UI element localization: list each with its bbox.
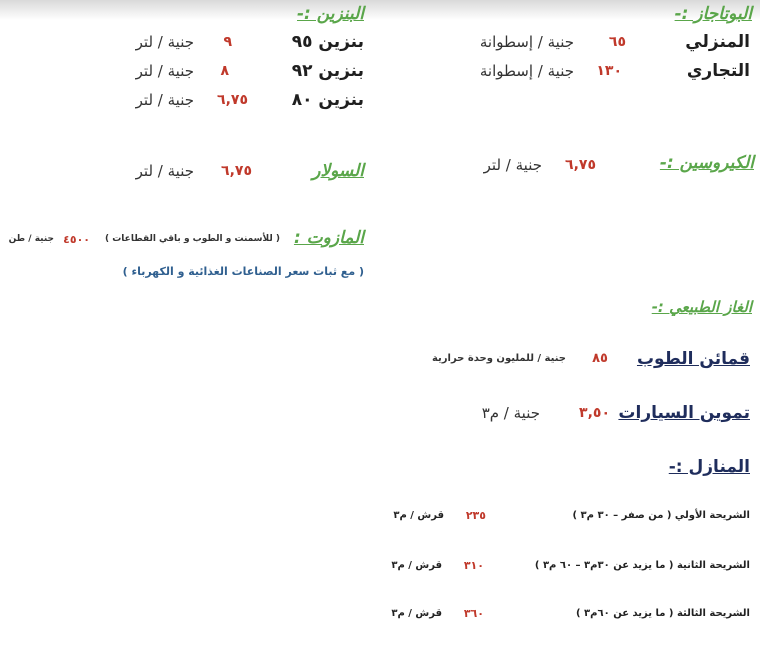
butagaz-heading: البوتاجاز :-: [674, 4, 752, 24]
mazout-detail: ( للأسمنت و الطوب و باقي القطاعات ): [105, 234, 280, 244]
homes-tier-2-price: ٣١٠: [463, 559, 484, 572]
car-fuel-unit: جنية / م٣: [481, 404, 540, 422]
homes-tier-2-label: الشريحة الثانية ( ما يزيد عن ٣٠م٣ – ٦٠ م٣ ): [534, 560, 750, 571]
butagaz-row-home-unit: جنية / إسطوانة: [479, 33, 574, 51]
solar-price: ٦,٧٥: [221, 163, 252, 179]
natural-gas-heading: الغاز الطبيعي :-: [651, 298, 752, 316]
benzine-row-92-price: ٨: [220, 63, 229, 79]
homes-tier-1-price: ٢٣٥: [465, 509, 486, 522]
benzine-row-95-price: ٩: [223, 34, 232, 50]
homes-tier-1-label: الشريحة الأولي ( من صفر – ٣٠ م٣ ): [572, 510, 750, 521]
brick-kilns-label: قمائن الطوب: [636, 349, 750, 369]
solar-heading: السولار: [312, 161, 364, 181]
mazout-heading: المازوت :: [293, 228, 364, 248]
benzine-row-80-name: بنزين ٨٠: [291, 90, 364, 110]
benzine-row-92-name: بنزين ٩٢: [291, 61, 364, 81]
butagaz-row-commercial-name: التجاري: [686, 61, 750, 81]
benzine-row-80-unit: جنية / لتر: [135, 91, 194, 109]
car-fuel-price: ٣,٥٠: [579, 405, 610, 421]
benzine-row-92-unit: جنية / لتر: [135, 62, 194, 80]
butagaz-row-home-name: المنزلي: [685, 32, 750, 52]
mazout-note: ( مع ثبات سعر الصناعات الغذائية و الكهرباء ): [122, 265, 364, 278]
benzine-heading: البنزين :-: [297, 4, 364, 24]
kerosene-heading: الكيروسين :-: [659, 153, 754, 173]
brick-kilns-unit: جنية / للمليون وحدة حرارية: [431, 353, 566, 364]
top-shade: [0, 0, 760, 20]
benzine-row-80-price: ٦,٧٥: [217, 92, 248, 108]
car-fuel-label: تموين السيارات: [618, 403, 750, 423]
homes-tier-1-unit: قرش / م٣: [393, 510, 444, 521]
homes-tier-3-unit: قرش / م٣: [391, 608, 442, 619]
butagaz-row-home-price: ٦٥: [608, 34, 626, 50]
homes-tier-3-label: الشريحة الثالثة ( ما يزيد عن ٦٠م٣ ): [575, 608, 750, 619]
mazout-unit: جنية / طن: [8, 234, 54, 244]
brick-kilns-price: ٨٥: [592, 351, 608, 366]
homes-tier-3-price: ٣٦٠: [463, 607, 484, 620]
benzine-row-95-name: بنزين ٩٥: [291, 32, 364, 52]
benzine-row-95-unit: جنية / لتر: [135, 33, 194, 51]
mazout-price: ٤٥٠٠: [63, 233, 90, 246]
homes-heading: المنازل :-: [668, 457, 750, 477]
butagaz-row-commercial-price: ١٣٠: [596, 63, 622, 79]
kerosene-unit: جنية / لتر: [483, 156, 542, 174]
homes-tier-2-unit: قرش / م٣: [391, 560, 442, 571]
butagaz-row-commercial-unit: جنية / إسطوانة: [479, 62, 574, 80]
kerosene-price: ٦,٧٥: [565, 157, 596, 173]
solar-unit: جنية / لتر: [135, 162, 194, 180]
